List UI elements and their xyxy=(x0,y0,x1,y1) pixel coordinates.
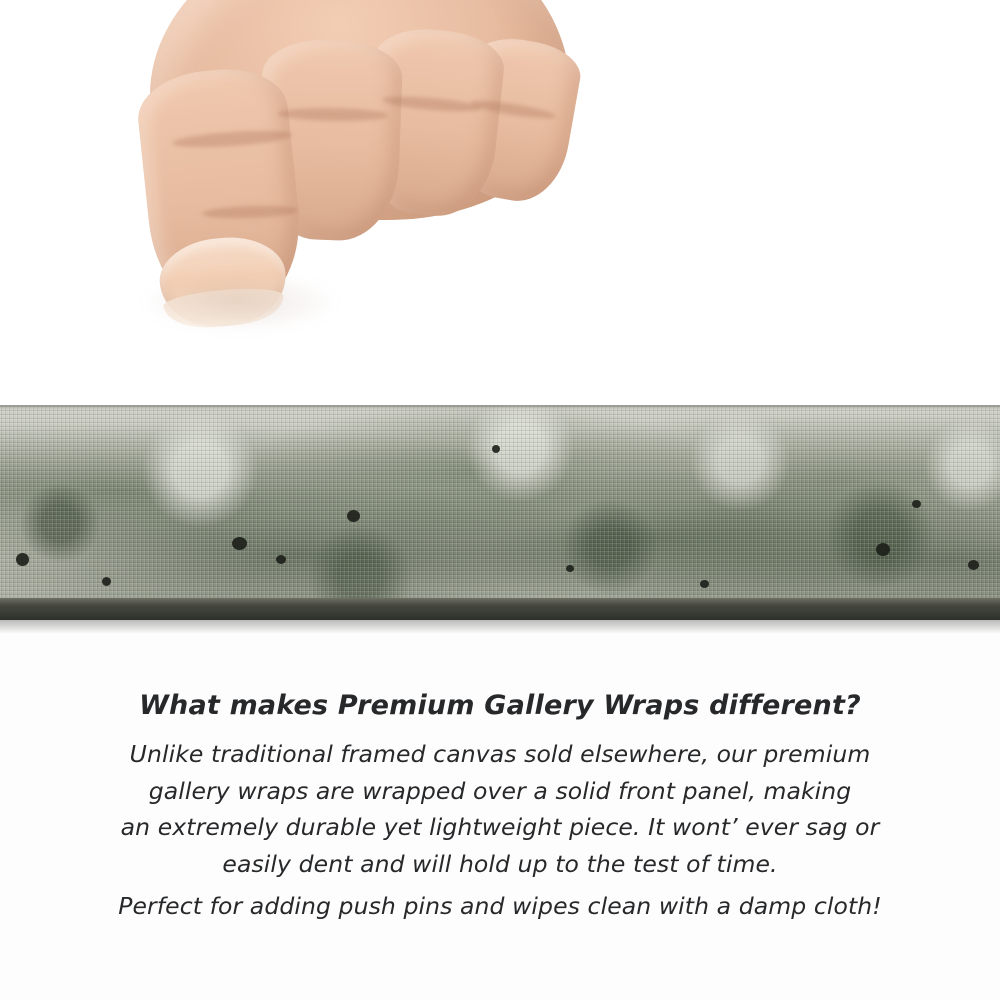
canvas-speck xyxy=(912,500,921,508)
caption-line-2: gallery wraps are wrapped over a solid front panel, making xyxy=(148,776,852,805)
caption-line-3: an extremely durable yet lightweight piece. It wont’ ever sag or xyxy=(120,813,880,842)
canvas-speck xyxy=(232,537,247,550)
canvas-speck xyxy=(492,445,500,453)
canvas-speck xyxy=(876,543,890,556)
canvas-speck xyxy=(700,580,709,588)
caption-line-1: Unlike traditional framed canvas sold elsewhere, our premium xyxy=(129,740,871,769)
caption-line-4: easily dent and will hold up to the test of time. xyxy=(222,849,778,878)
canvas-speck xyxy=(347,510,360,522)
canvas-bottom-edge-dark xyxy=(0,598,1000,620)
canvas-speck xyxy=(566,565,574,572)
canvas-speck xyxy=(16,553,29,566)
hand-contact-shadow xyxy=(140,272,340,332)
canvas-top-edge xyxy=(0,405,1000,409)
human-hand xyxy=(110,0,590,410)
canvas-edge-strip xyxy=(0,405,1000,620)
caption-heading: What makes Premium Gallery Wraps different? xyxy=(139,690,861,721)
canvas-speck xyxy=(276,555,286,564)
caption-closing-line: Perfect for adding push pins and wipes clean with a damp cloth! xyxy=(118,892,882,921)
canvas-speck xyxy=(968,560,979,570)
canvas-weave-texture xyxy=(0,405,1000,620)
caption-block xyxy=(0,690,1000,925)
canvas-drop-shadow xyxy=(0,620,1000,634)
canvas-speck xyxy=(102,577,111,586)
hand-photo-area xyxy=(0,0,1000,410)
